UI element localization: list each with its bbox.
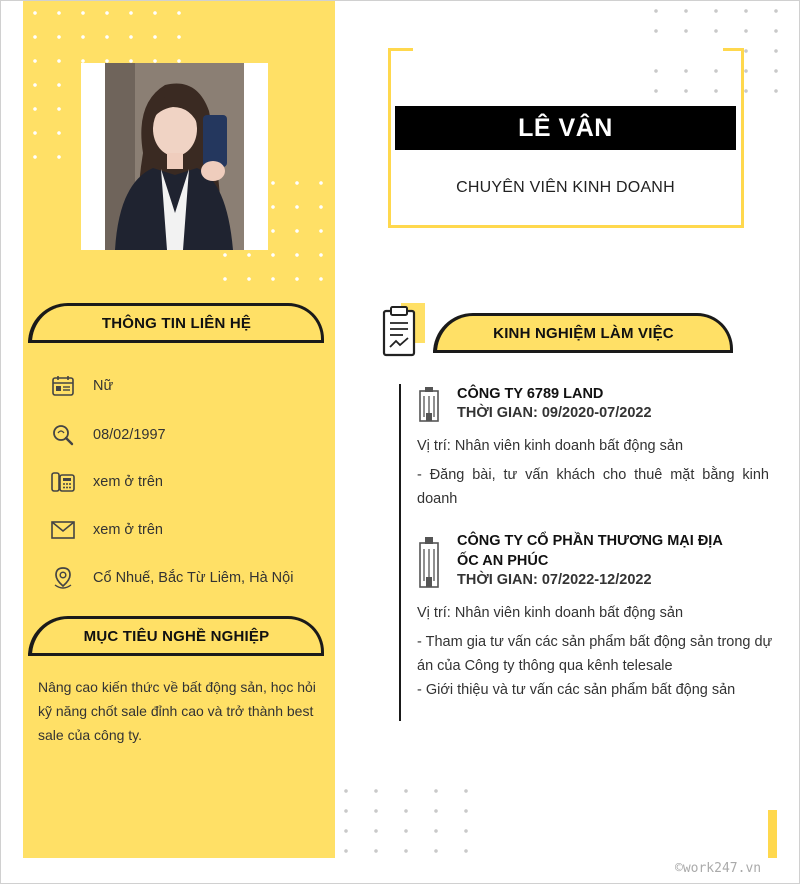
- position-2: Vị trí: Nhân viên kinh doanh bất động sản: [417, 605, 684, 621]
- contact-item-phone: [51, 469, 163, 495]
- birthday-text: 08/02/1997: [93, 427, 166, 443]
- contact-item-email: [51, 517, 163, 543]
- email-icon: [51, 518, 75, 542]
- location-icon: [51, 566, 75, 590]
- yellow-accent-bar: [768, 810, 777, 858]
- phone-icon: [51, 470, 75, 494]
- duty-2-2: - Giới thiệu và tư vấn các sản phẩm bất động sản: [417, 682, 736, 698]
- experience-heading-label: KINH NGHIỆM LÀM VIỆC: [493, 324, 674, 342]
- period-2: THỜI GIAN: 07/2022-12/2022: [457, 572, 652, 588]
- contact-item-gender: [51, 373, 114, 399]
- phone-text: xem ở trên: [93, 474, 163, 490]
- company-name-2-line1: CÔNG TY CỔ PHẦN THƯƠNG MẠI ĐỊA: [457, 533, 723, 549]
- experience-heading: [433, 313, 733, 353]
- clipboard-icon: [381, 303, 427, 357]
- candidate-name-text: LÊ VÂN: [518, 113, 613, 142]
- calendar-id-icon: [51, 374, 75, 398]
- duty-1-1: - Đăng bài, tư vấn khách cho thuê mặt bằng kinh doanh: [417, 467, 769, 507]
- watermark: ©work247.vn: [675, 861, 762, 876]
- duty-2-1: - Tham gia tư vấn các sản phẩm bất động sản trong dự án của Công ty thông qua kênh telesale: [417, 634, 773, 674]
- contact-heading-label: THÔNG TIN LIÊN HỆ: [101, 314, 252, 332]
- contact-item-address: [51, 565, 294, 591]
- building-icon: [417, 387, 441, 428]
- contact-heading: [28, 303, 324, 343]
- building-icon: [417, 537, 441, 594]
- experience-timeline: [399, 384, 401, 721]
- company-name-1: CÔNG TY 6789 LAND: [457, 386, 604, 402]
- contact-item-birthday: [51, 422, 166, 448]
- email-text: xem ở trên: [93, 522, 163, 538]
- profile-photo: [105, 63, 244, 250]
- birthday-search-icon: [51, 423, 75, 447]
- candidate-name: [395, 106, 736, 150]
- person-illustration: [105, 63, 244, 250]
- company-name-2-line2: ỐC AN PHÚC: [457, 553, 549, 569]
- objective-heading-label: MỤC TIÊU NGHỀ NGHIỆP: [83, 627, 270, 645]
- period-1: THỜI GIAN: 09/2020-07/2022: [457, 405, 652, 421]
- gender-text: Nữ: [93, 378, 114, 394]
- objective-text: Nâng cao kiến thức về bất động sản, học hỏi kỹ năng chốt sale đỉnh cao và trở thành best sale của công ty.: [38, 679, 316, 743]
- profile-photo-frame: [81, 63, 268, 250]
- address-text: Cổ Nhuế, Bắc Từ Liêm, Hà Nội: [93, 570, 294, 586]
- job-title: CHUYÊN VIÊN KINH DOANH: [456, 179, 675, 196]
- position-1: Vị trí: Nhân viên kinh doanh bất động sản: [417, 438, 684, 454]
- objective-heading: [28, 616, 324, 656]
